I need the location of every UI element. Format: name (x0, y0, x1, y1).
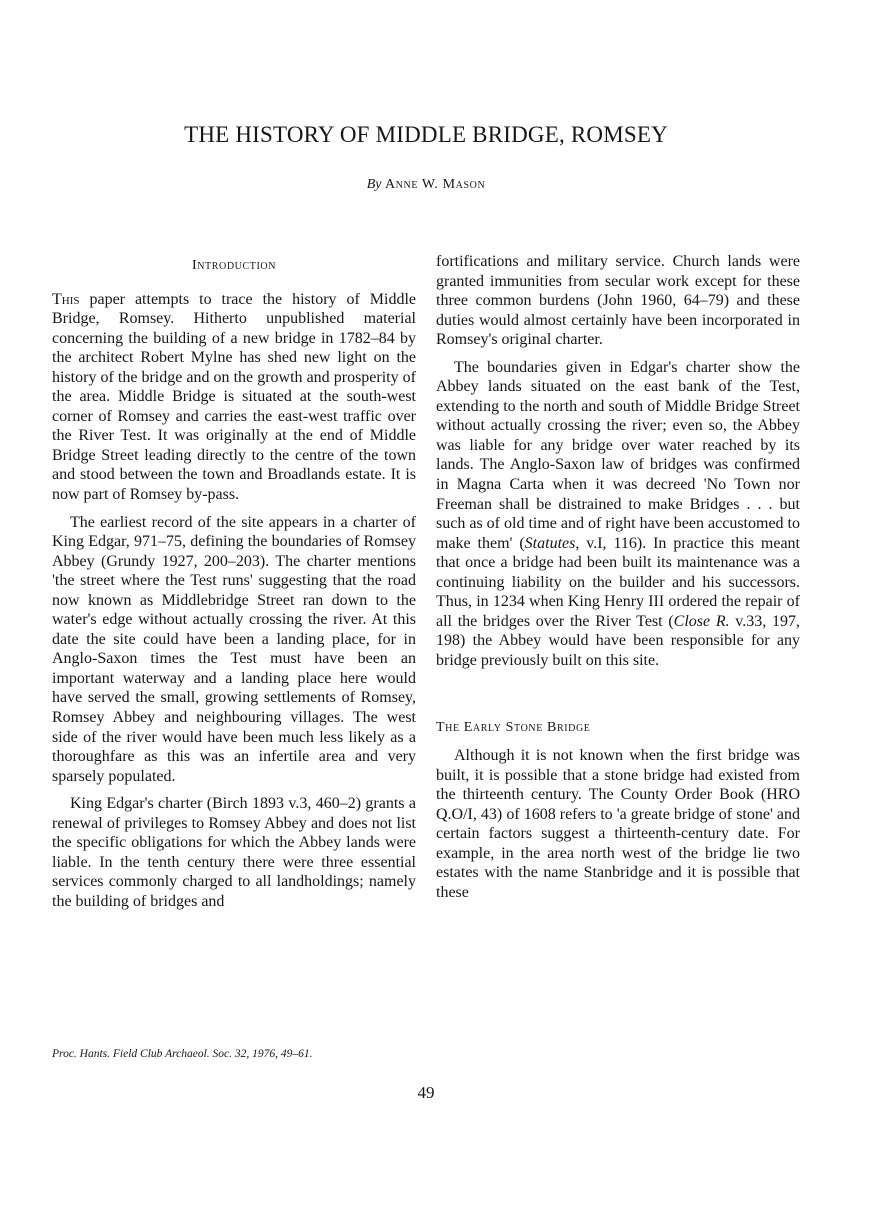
paragraph (52, 290, 416, 505)
paragraph: The earliest record of the site appears in a charter of King Edgar, 971–75, defining the boundaries of Romsey Abbey (Grundy 1927, 200–203). The charter mentions 'the street where the Test runs' suggesting that the road now known as Middlebridge Street ran down to the water's edge without actually crossing the river. At this date the site could have been a landing place, for in Anglo-Saxon times the Test must have been an important waterway and a landing place here would have served the small, growing settlements of Romsey, Romsey Abbey and neighbouring villages. The west side of the river would have been much less likely as a thoroughfare as this was an infertile area and very sparsely populated. (52, 513, 416, 785)
right-column (436, 252, 800, 902)
paragraph: fortifications and military service. Church lands were granted immunities from secular work except for these three common burdens (John 1960, 64–79) and these duties would almost certainly have been incorporated in Romsey's original charter. (436, 253, 800, 349)
citation-title: Statutes (524, 534, 576, 552)
author-name: Anne W. Mason (384, 177, 486, 192)
section-heading-introduction: Introduction (191, 258, 277, 273)
paragraph-text: The boundaries given in Edgar's charter show the Abbey lands situated on the east bank of the Test, extending to the north and south of Middle Bridge Street without actually crossing the river; even so, the Abbey was liable for any bridge over water reached by its lands. The Anglo-Saxon law of bridges was confirmed in Magna Carta when it was decreed 'No Town nor Freeman shall be distrained to make Bridges . . . but such as of old time and of right have been accustomed to make them' ( (436, 358, 800, 552)
lead-in-word: This (52, 290, 80, 308)
citation-title: Close R. (673, 612, 730, 630)
section-heading-early-stone-bridge: The Early Stone Bridge (436, 720, 591, 736)
paragraph (436, 358, 800, 671)
paragraph: Although it is not known when the first bridge was built, it is possible that a stone bridge had existed from the thirteenth century. The County Order Book (HRO Q.O/I, 43) of 1608 refers to 'a greate bridge of stone' and certain factors suggest a thirteenth-century date. For example, in the area north west of the bridge lie two estates with the name Stanbridge and it is possible that these (436, 747, 800, 901)
byline (0, 177, 852, 193)
paragraph-text: v.33, 197, 198) the Abbey would have been responsible for any bridge previously built on this site. (436, 612, 800, 669)
left-column (52, 252, 416, 912)
paragraph: King Edgar's charter (Birch 1893 v.3, 460–2) grants a renewal of privileges to Romsey Abbey and does not list the specific obligations for which the Abbey lands were liable. In the tenth century there were three essential services commonly charged to all landholdings; namely the building of bridges and (52, 795, 416, 910)
paragraph-text: , v.I, 116). In practice this meant that once a bridge had been built its maintenance was a continuing liability on the builder and his successors. Thus, in 1234 when King Henry III ordered the repair of all the bridges over the River Test ( (436, 534, 800, 630)
article-title: THE HISTORY OF MIDDLE BRIDGE, ROMSEY (184, 122, 668, 147)
paragraph-text: paper attempts to trace the history of Middle Bridge, Romsey. Hitherto unpublished material concerning the building of a new bridge in 1782–84 by the architect Robert Mylne has shed new light on the history of the bridge and on the growth and prosperity of the area. Middle Bridge is situated at the south-west corner of Romsey and carries the east-west traffic over the River Test. It was originally at the end of Middle Bridge Street leading directly to the centre of the town and stood between the town and Broadlands estate. It is now part of Romsey by-pass. (52, 290, 416, 504)
page-number: 49 (417, 1083, 435, 1102)
byline-prefix: By (366, 177, 382, 192)
journal-citation: Proc. Hants. Field Club Archaeol. Soc. 32, 1976, 49–61. (52, 1048, 313, 1060)
